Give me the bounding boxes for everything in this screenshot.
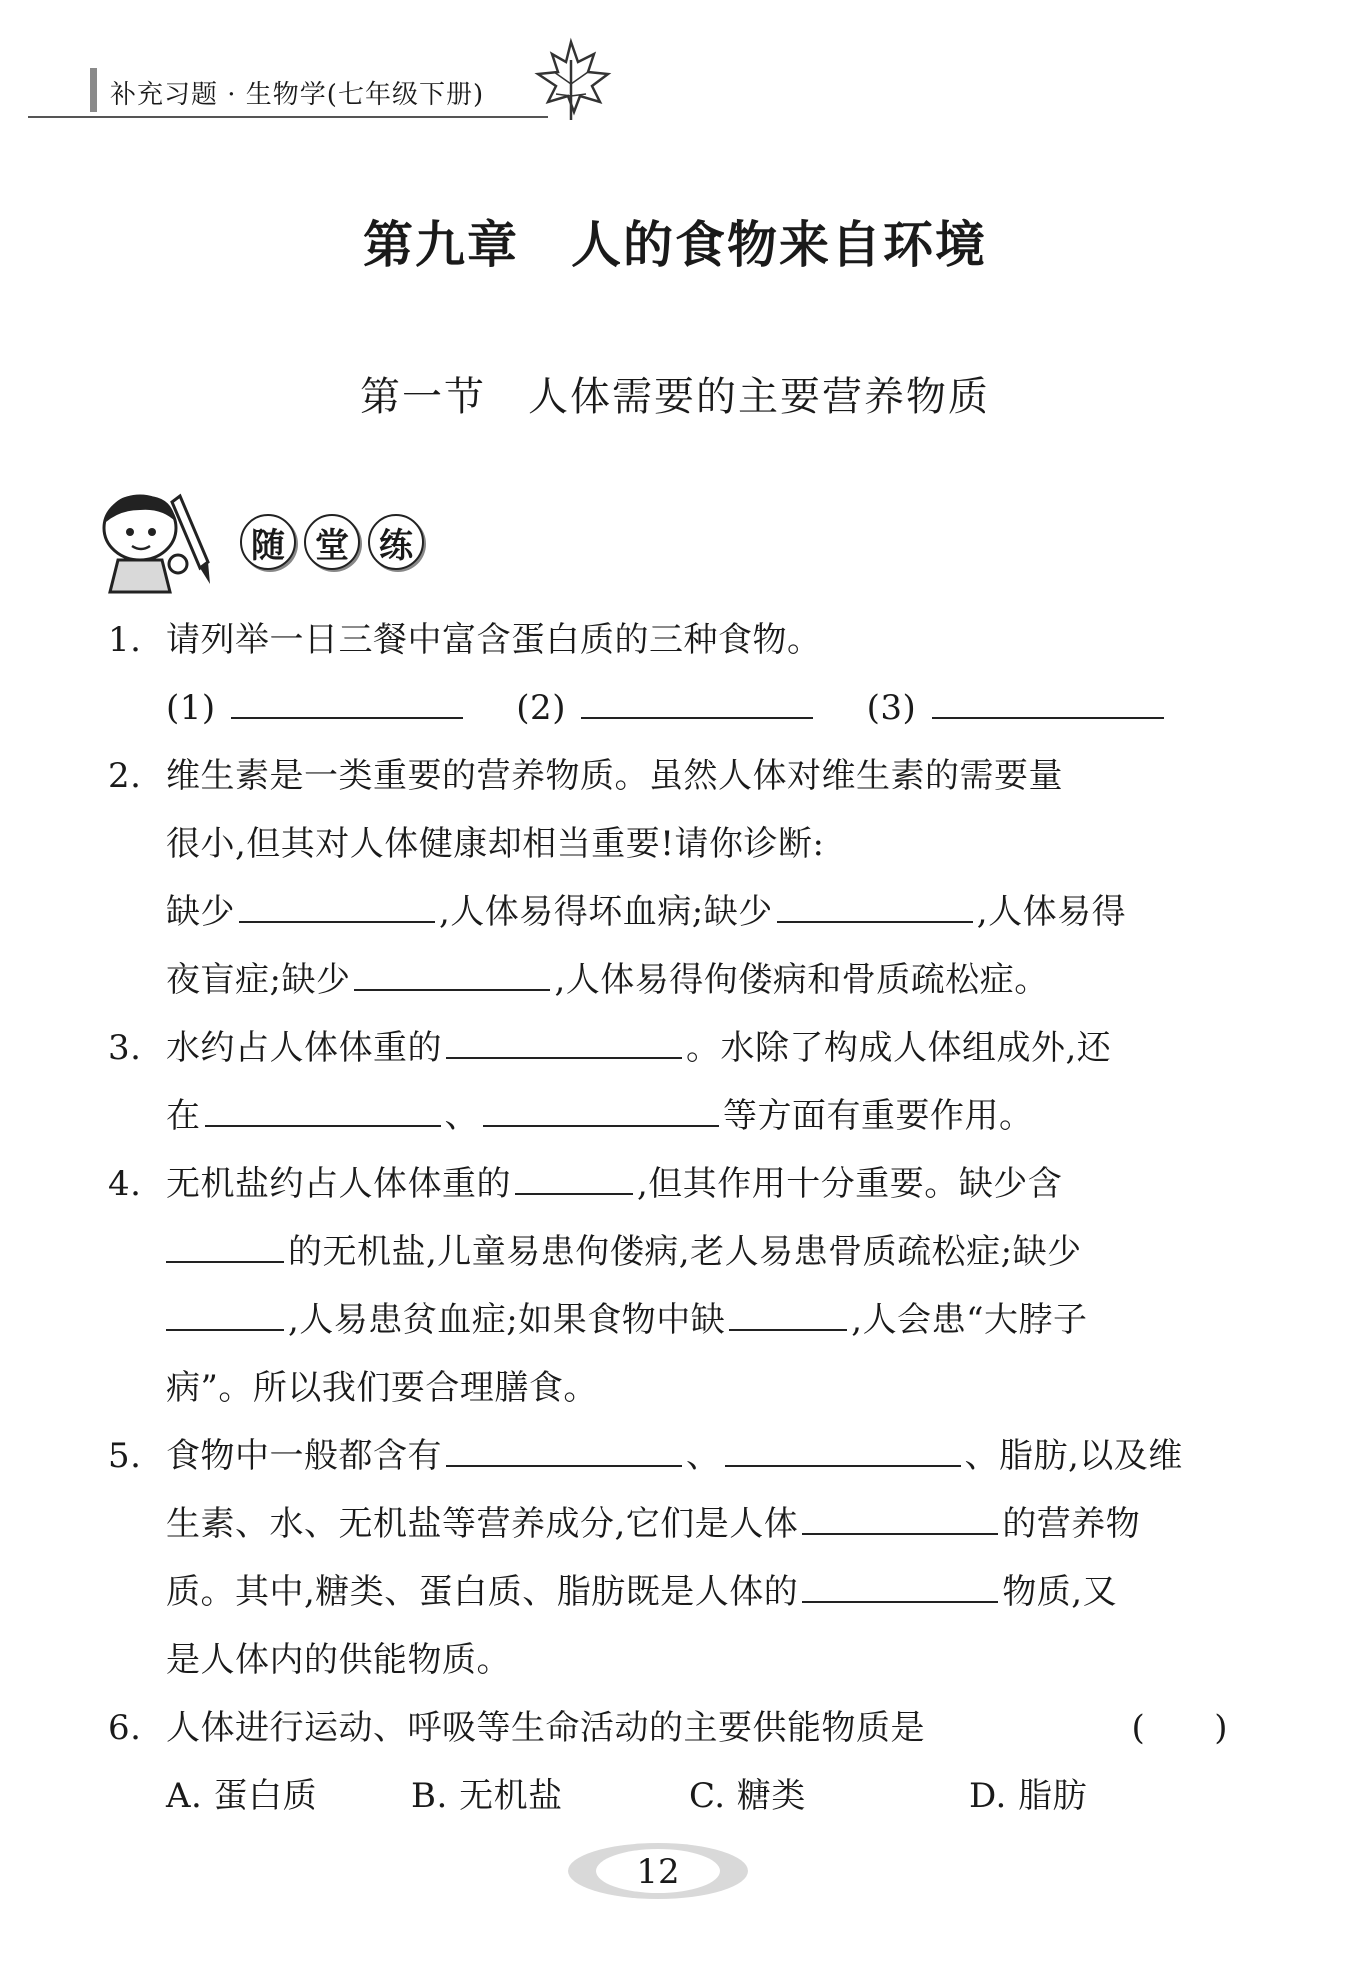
question-text: 水约占人体体重的 bbox=[166, 1028, 442, 1068]
choice-option-c[interactable]: C. 糖类 bbox=[689, 1776, 806, 1816]
question-text: 质。其中,糖类、蛋白质、脂肪既是人体的 bbox=[166, 1572, 799, 1612]
question-number: 5. bbox=[108, 1436, 142, 1476]
question-text: 缺少 bbox=[166, 892, 235, 932]
question-text: ,人体易得佝偻病和骨质疏松症。 bbox=[554, 960, 1049, 1000]
answer-blank[interactable] bbox=[483, 1091, 719, 1127]
question-text: 、 bbox=[686, 1436, 721, 1476]
header-rule bbox=[28, 116, 548, 118]
question-text: 的无机盐,儿童易患佝偻病,老人易患骨质疏松症;缺少 bbox=[288, 1232, 1082, 1272]
question-4 bbox=[108, 1150, 1228, 1422]
choice-option-a[interactable]: A. 蛋白质 bbox=[166, 1776, 318, 1816]
answer-blank[interactable] bbox=[932, 683, 1164, 719]
page-number-badge bbox=[566, 1840, 750, 1902]
question-2 bbox=[108, 742, 1228, 1014]
answer-blank[interactable] bbox=[239, 887, 435, 923]
question-text: ,但其作用十分重要。缺少含 bbox=[637, 1164, 1063, 1204]
question-text: 人体进行运动、呼吸等生命活动的主要供能物质是 bbox=[166, 1708, 925, 1748]
running-header bbox=[28, 60, 588, 120]
page-number: 12 bbox=[636, 1852, 680, 1892]
question-text: 很小,但其对人体健康却相当重要!请你诊断: bbox=[166, 824, 825, 864]
question-text: ,人体易得坏血病;缺少 bbox=[439, 892, 773, 932]
answer-blank[interactable] bbox=[446, 1431, 682, 1467]
answer-blank[interactable] bbox=[729, 1295, 847, 1331]
question-text: 在 bbox=[166, 1096, 201, 1136]
section-title: 第一节 人体需要的主要营养物质 bbox=[360, 374, 990, 420]
student-mascot-icon bbox=[92, 488, 217, 596]
question-text: 维生素是一类重要的营养物质。虽然人体对维生素的需要量 bbox=[166, 756, 1063, 796]
question-5 bbox=[108, 1422, 1228, 1694]
question-1 bbox=[108, 606, 1228, 742]
badge-char: 练 bbox=[368, 514, 424, 570]
question-text: 生素、水、无机盐等营养成分,它们是人体 bbox=[166, 1504, 799, 1544]
question-text: 夜盲症;缺少 bbox=[166, 960, 351, 1000]
answer-blank[interactable] bbox=[515, 1159, 633, 1195]
answer-label: (3) bbox=[866, 688, 917, 728]
question-number: 6. bbox=[108, 1708, 142, 1748]
choice-option-d[interactable]: D. 脂肪 bbox=[969, 1776, 1088, 1816]
question-6 bbox=[108, 1694, 1228, 1830]
answer-blank[interactable] bbox=[581, 683, 813, 719]
practice-badge bbox=[92, 488, 422, 596]
question-text: ,人体易得 bbox=[976, 892, 1127, 932]
answer-blank[interactable] bbox=[802, 1499, 998, 1535]
answer-blank[interactable] bbox=[205, 1091, 441, 1127]
answer-blank[interactable] bbox=[354, 955, 550, 991]
question-text: 食物中一般都含有 bbox=[166, 1436, 442, 1476]
question-text: 的营养物 bbox=[1002, 1504, 1141, 1544]
running-title: 补充习题 · 生物学(七年级下册) bbox=[110, 80, 485, 110]
chapter-title: 第九章 人的食物来自环境 bbox=[363, 216, 987, 274]
answer-blank[interactable] bbox=[725, 1431, 961, 1467]
answer-blank[interactable] bbox=[802, 1567, 998, 1603]
maple-leaf-icon bbox=[528, 36, 614, 122]
answer-label: (2) bbox=[516, 688, 566, 728]
question-text: ,人易患贫血症;如果食物中缺 bbox=[288, 1300, 726, 1340]
answer-blank[interactable] bbox=[446, 1023, 682, 1059]
badge-char: 随 bbox=[240, 514, 296, 570]
answer-label: (1) bbox=[166, 688, 216, 728]
answer-parentheses[interactable]: ( ) bbox=[1131, 1708, 1228, 1748]
question-number: 2. bbox=[108, 756, 142, 796]
question-number: 3. bbox=[108, 1028, 142, 1068]
question-text: 是人体内的供能物质。 bbox=[166, 1640, 511, 1680]
question-text: 等方面有重要作用。 bbox=[723, 1096, 1034, 1136]
answer-blank[interactable] bbox=[166, 1295, 284, 1331]
question-3 bbox=[108, 1014, 1228, 1150]
question-text: 。水除了构成人体组成外,还 bbox=[686, 1028, 1112, 1068]
answer-blank[interactable] bbox=[166, 1227, 284, 1263]
question-text: 病”。所以我们要合理膳食。 bbox=[166, 1368, 598, 1408]
question-number: 1. bbox=[108, 620, 142, 660]
badge-char: 堂 bbox=[304, 514, 360, 570]
question-text: 、脂肪,以及维 bbox=[964, 1436, 1183, 1476]
question-text: 请列举一日三餐中富含蛋白质的三种食物。 bbox=[166, 620, 822, 660]
question-number: 4. bbox=[108, 1164, 142, 1204]
question-text: 无机盐约占人体体重的 bbox=[166, 1164, 511, 1204]
question-text: 物质,又 bbox=[1002, 1572, 1118, 1612]
header-bar bbox=[90, 68, 97, 112]
question-text: ,人会患“大脖子 bbox=[851, 1300, 1088, 1340]
answer-blank[interactable] bbox=[231, 683, 463, 719]
choice-option-b[interactable]: B. 无机盐 bbox=[411, 1776, 563, 1816]
question-text: 、 bbox=[444, 1096, 479, 1136]
answer-blank[interactable] bbox=[777, 887, 973, 923]
